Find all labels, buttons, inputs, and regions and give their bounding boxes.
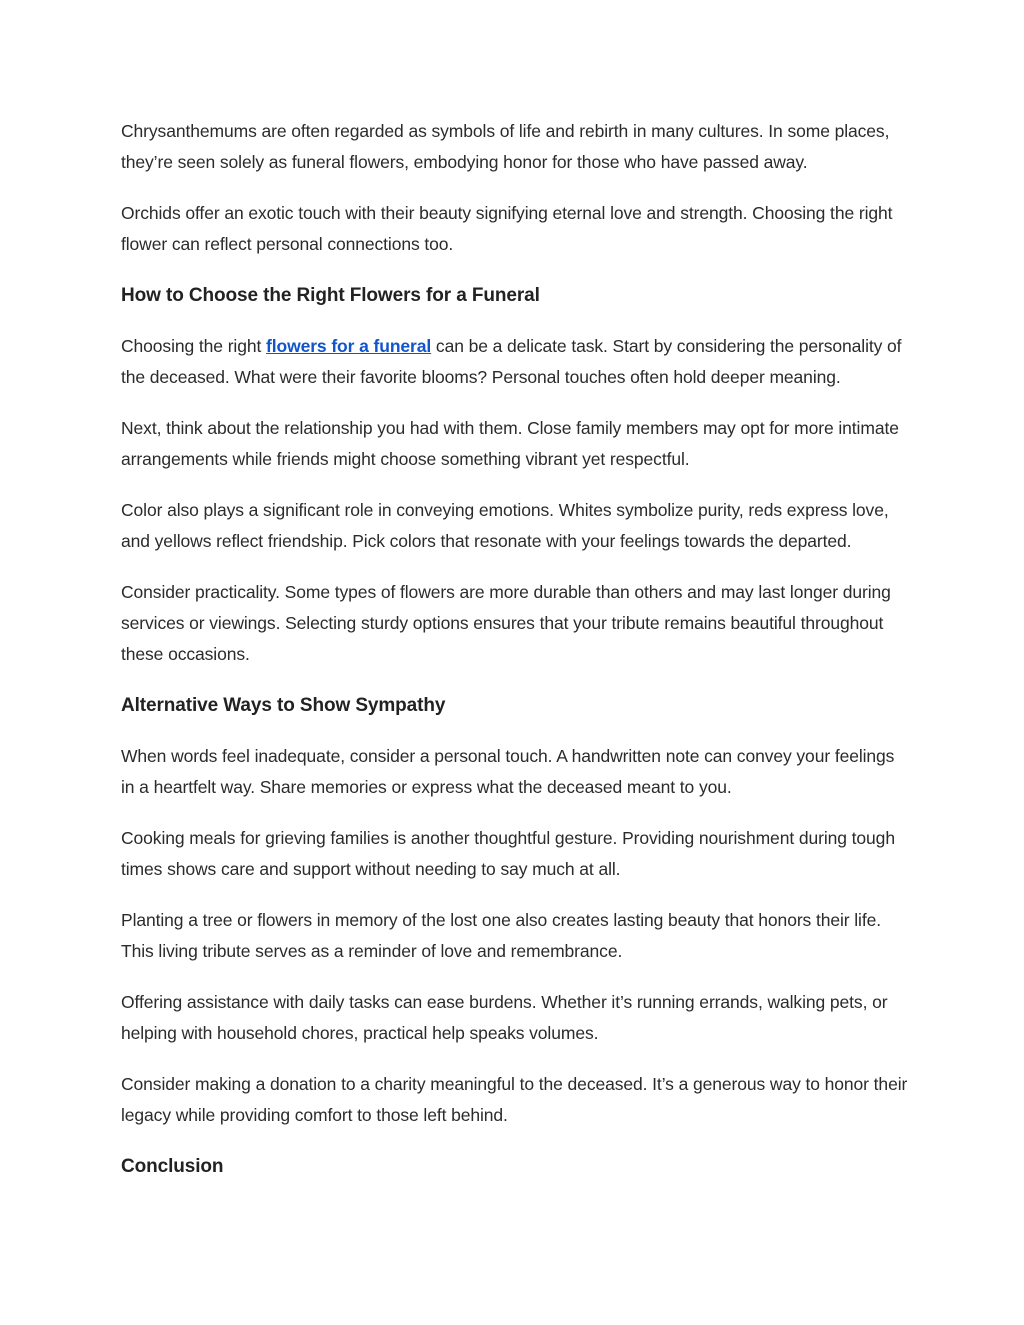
paragraph-relationship: Next, think about the relationship you had with them. Close family members may opt for more intimate arrangements while friends might choose something vibrant yet respectful.: [121, 418, 899, 469]
paragraph-handwritten-note: When words feel inadequate, consider a personal touch. A handwritten note can convey your feelings in a heartfelt way. Share memories or express what the deceased meant to you.: [121, 746, 895, 797]
flowers-for-a-funeral-link[interactable]: flowers for a funeral: [266, 336, 432, 356]
heading-choose-flowers: How to Choose the Right Flowers for a Funeral: [121, 285, 540, 306]
document-page: [121, 116, 911, 1202]
paragraph-color: Color also plays a significant role in conveying emotions. Whites symbolize purity, reds express love, and yellows reflect friendship. Pick colors that resonate with your feelings towards the departed.: [121, 500, 889, 551]
paragraph-choosing-right-after: can be a delicate task. Start by considering the personality of the deceased. What were their favorite blooms? Personal touches often hold deeper meaning.: [121, 336, 902, 387]
paragraph-practicality: Consider practicality. Some types of flowers are more durable than others and may last longer during services or viewings. Selecting sturdy options ensures that your tribute remains beautiful throughout these occasions.: [121, 582, 891, 664]
paragraph-cooking-meals: Cooking meals for grieving families is another thoughtful gesture. Providing nourishment during tough times shows care and support without needing to say much at all.: [121, 828, 895, 879]
paragraph-chrysanthemums: Chrysanthemums are often regarded as symbols of life and rebirth in many cultures. In some places, they’re seen solely as funeral flowers, embodying honor for those who have passed away.: [121, 121, 890, 172]
paragraph-planting-tree: Planting a tree or flowers in memory of the lost one also creates lasting beauty that honors their life. This living tribute serves as a reminder of love and remembrance.: [121, 910, 882, 961]
paragraph-daily-tasks: Offering assistance with daily tasks can ease burdens. Whether it’s running errands, walking pets, or helping with household chores, practical help speaks volumes.: [121, 992, 888, 1043]
paragraph-choosing-right-before: Choosing the right: [121, 336, 266, 356]
paragraph-donation: Consider making a donation to a charity meaningful to the deceased. It’s a generous way to honor their legacy while providing comfort to those left behind.: [121, 1074, 908, 1125]
heading-conclusion: Conclusion: [121, 1156, 224, 1177]
paragraph-choosing-right: [121, 331, 911, 393]
heading-alternative-ways: Alternative Ways to Show Sympathy: [121, 695, 446, 716]
paragraph-orchids: Orchids offer an exotic touch with their beauty signifying eternal love and strength. Choosing the right flower can reflect personal connections too.: [121, 203, 893, 254]
